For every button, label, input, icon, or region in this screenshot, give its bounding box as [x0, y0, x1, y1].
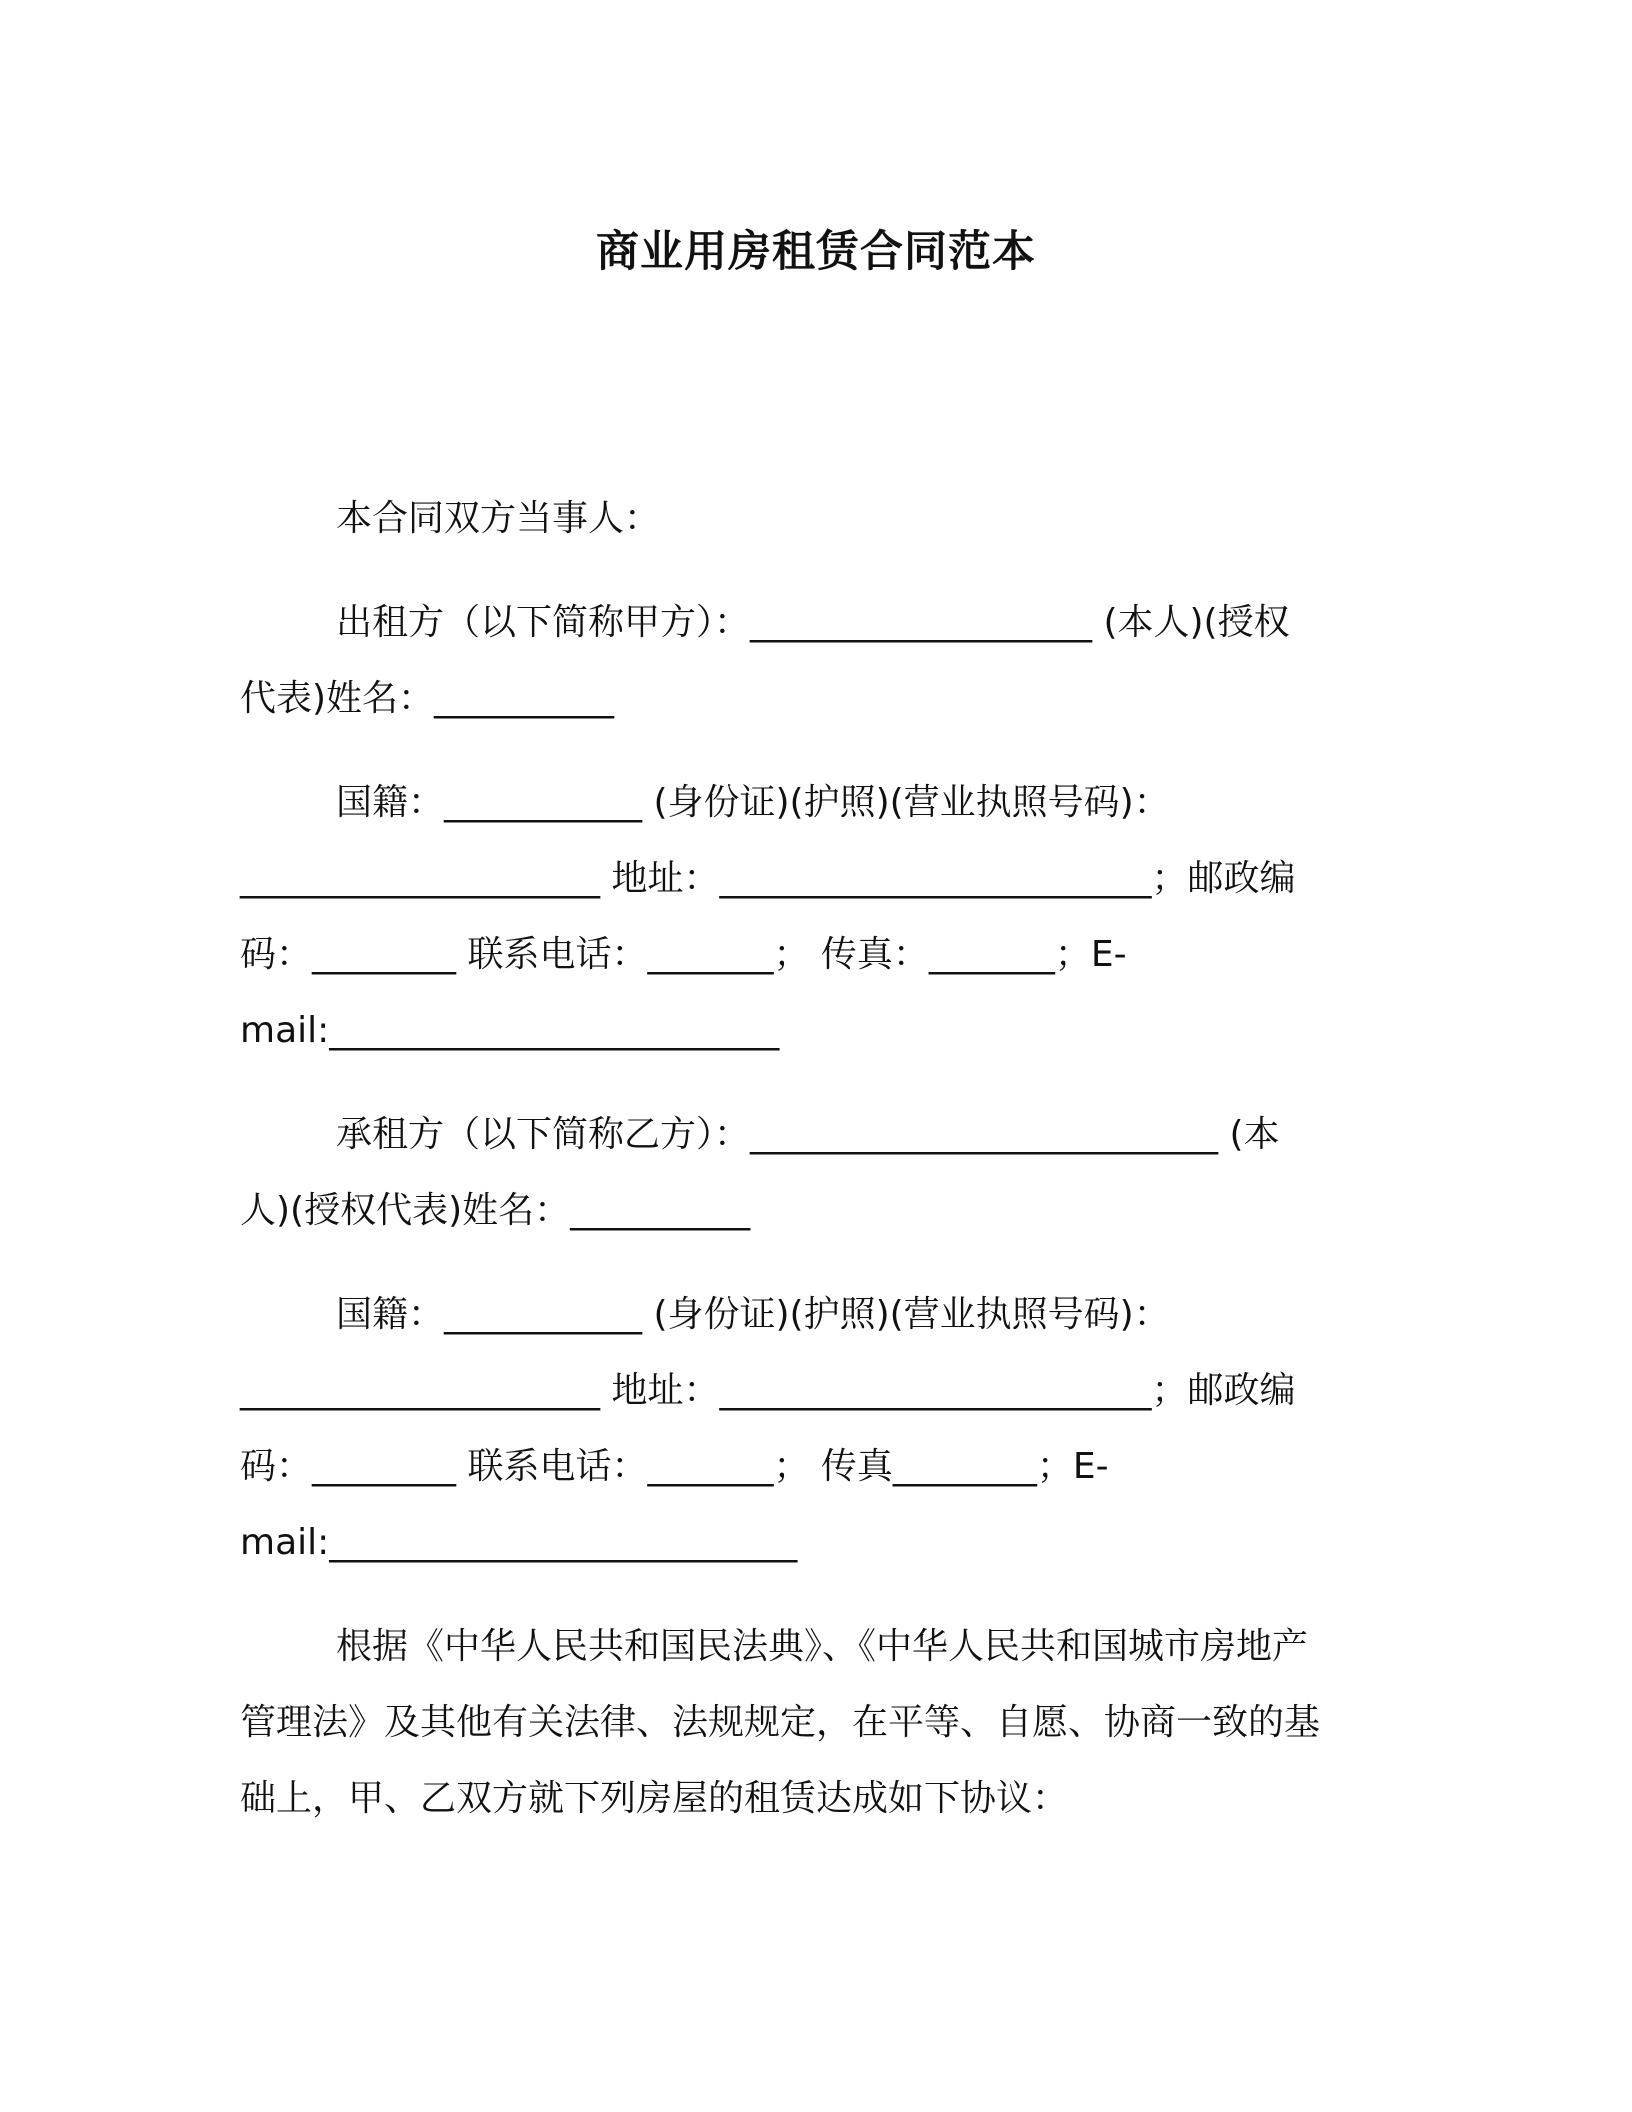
lessee-nationality-line: 国籍：___________ (身份证)(护照)(营业执照号码)：	[336, 1294, 1170, 1335]
legal-basis-line-1: 根据《中华人民共和国民法典》、《中华人民共和国城市房地产	[336, 1626, 1309, 1667]
lessor-nationality-line: 国籍：___________ (身份证)(护照)(营业执照号码)：	[336, 782, 1170, 823]
lessor-line-1: 出租方（以下简称甲方）：___________________ (本人)(授权	[336, 602, 1290, 643]
lessee-email-line: mail:__________________________	[240, 1522, 798, 1563]
lessor-contact-line: 码：________ 联系电话：_______； 传真：_______；E-	[240, 934, 1127, 975]
legal-basis-line-3: 础上，甲、乙双方就下列房屋的租赁达成如下协议：	[240, 1778, 1069, 1819]
document-title: 商业用房租赁合同范本	[596, 227, 1036, 277]
lessee-line-1: 承租方（以下简称乙方）：__________________________ (本	[336, 1114, 1280, 1155]
lessee-contact-line: 码：________ 联系电话：_______； 传真________；E-	[240, 1446, 1109, 1487]
lessor-email-line: mail:_________________________	[240, 1010, 780, 1051]
legal-basis-line-2: 管理法》及其他有关法律、法规规定，在平等、自愿、协商一致的基	[240, 1702, 1321, 1743]
lessor-line-2: 代表)姓名：__________	[240, 678, 615, 719]
parties-heading: 本合同双方当事人：	[336, 498, 661, 539]
lessor-address-line: ____________________ 地址：________________________；邮政编	[240, 858, 1296, 899]
lessee-address-line: ____________________ 地址：________________________；邮政编	[240, 1370, 1296, 1411]
lessee-line-2: 人)(授权代表)姓名：__________	[240, 1190, 751, 1231]
